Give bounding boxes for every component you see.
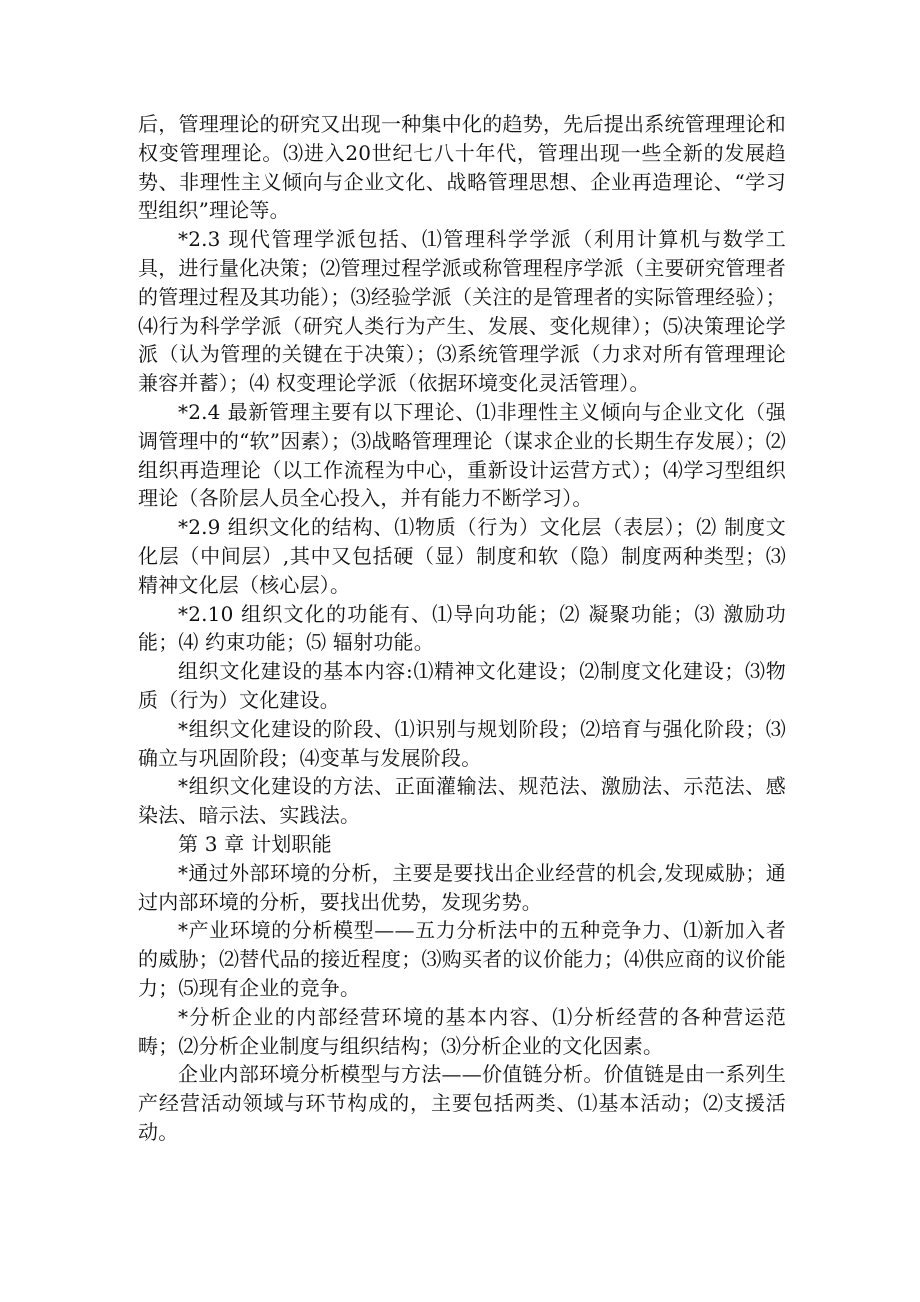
paragraph-11: *产业环境的分析模型——五力分析法中的五种竞争力、⑴新加入者的威胁；⑵替代品的接近程度；⑶购买者的议价能力；⑷供应商的议价能力；⑸现有企业的竞争。 — [138, 918, 786, 1000]
paragraph-13: 企业内部环境分析模型与方法——价值链分析。价值链是由一系列生产经营活动领域与环节构成的，主要包括两类、⑴基本活动；⑵支援活动。 — [138, 1062, 786, 1144]
document-page — [138, 110, 786, 1147]
paragraph-6: 组织文化建设的基本内容:⑴精神文化建设；⑵制度文化建设；⑶物质（行为）文化建设。 — [138, 659, 786, 712]
chapter-heading: 第 3 章 计划职能 — [178, 831, 332, 856]
paragraph-5: *2.10 组织文化的功能有、⑴导向功能；⑵ 凝聚功能；⑶ 激励功能；⑷ 约束功能；⑸ 辐射功能。 — [138, 601, 786, 655]
paragraph-10: *通过外部环境的分析，主要是要找出企业经营的机会,发现威胁；通过内部环境的分析，要找出优势，发现劣势。 — [138, 860, 786, 914]
paragraph-7: *组织文化建设的阶段、⑴识别与规划阶段；⑵培育与强化阶段；⑶确立与巩固阶段；⑷变革与发展阶段。 — [138, 716, 786, 770]
paragraph-1: 后，管理理论的研究又出现一种集中化的趋势，先后提出系统管理理论和权变管理理论。⑶进入20世纪七八十年代，管理出现一些全新的发展趋势、非理性主义倾向与企业文化、战略管理思想、企业再造理论、“学习型组织”理论等。 — [138, 112, 786, 223]
paragraph-12: *分析企业的内部经营环境的基本内容、⑴分析经营的各种营运范畴；⑵分析企业制度与组织结构；⑶分析企业的文化因素。 — [138, 1004, 786, 1058]
paragraph-3: *2.4 最新管理主要有以下理论、⑴非理性主义倾向与企业文化（强调管理中的“软”因素）；⑶战略管理理论（谋求企业的长期生存发展）；⑵组织再造理论（以工作流程为中心，重新设计运营方式）；⑷学习型组织理论（各阶层人员全心投入，并有能力不断学习）。 — [138, 399, 786, 511]
paragraph-8: *组织文化建设的方法、正面灌输法、规范法、激励法、示范法、感染法、暗示法、实践法。 — [138, 774, 786, 828]
paragraph-2: *2.3 现代管理学派包括、⑴管理科学学派（利用计算机与数学工具，进行量化决策；⑵管理过程学派或称管理程序学派（主要研究管理者的管理过程及其功能）；⑶经验学派（关注的是管理者的实际管理经验）；⑷行为科学学派（研究人类行为产生、发展、变化规律）；⑸决策理论学派（认为管理的关键在于决策）；⑶系统管理学派（力求对所有管理理论兼容并蓄）；⑷ 权变理论学派（依据环境变化灵活管理）。 — [138, 227, 786, 396]
paragraph-4: *2.9 组织文化的结构、⑴物质（行为）文化层（表层）；⑵ 制度文化层（中间层）,其中又包括硬（显）制度和软（隐）制度两种类型；⑶ 精神文化层（核心层）。 — [138, 515, 786, 597]
